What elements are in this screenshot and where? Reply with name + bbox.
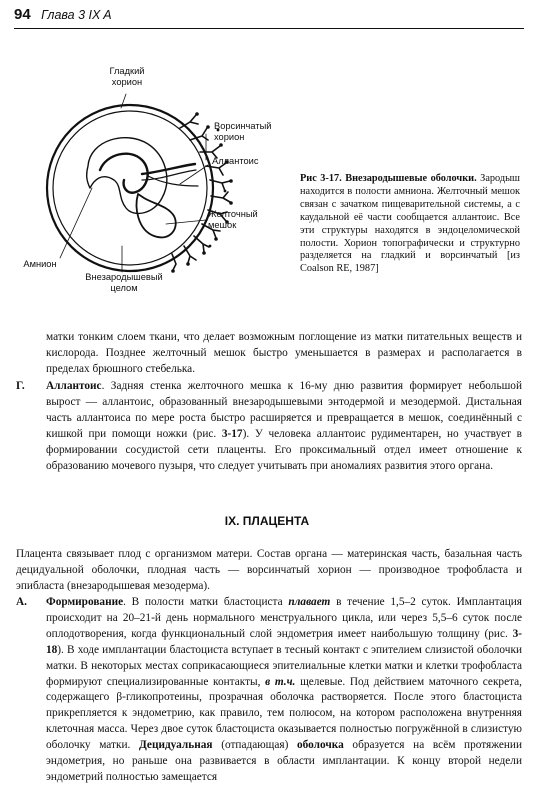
leader-allantois <box>180 165 208 184</box>
list-marker-g: Г. <box>16 380 25 392</box>
paragraph-allantois: Г. Аллантоис. Задняя стенка желточного мешка к 16-му дню развития формирует небольшой вырост — аллантоис, образованный внезародышевыми энтодермой и мезодермой. Дистальная часть аллантоиса по мере роста быстро расширяется и превращается в мешок, соединённый с кишкой при помощи ножки (рис. 3-17). У человека аллантоис рудиментарен, но участвует в формировании сосудистой сети плаценты. Его проксимальный отдел имеет отношение к образованию мочевого пузыря, что следует учитывать при аномалиях развития этого органа. <box>16 380 522 472</box>
term-formation: Формирование <box>46 596 124 608</box>
allantois <box>148 176 198 186</box>
caption-text: Зародыш находится в полости амниона. Желточный мешок связан с зачатком пищеварительной системы, а с каудальной её части сообщается аллантоис. Все эти структуры находятся в эндоцеломической полости. Хорион топографически и структурно разделяется на гладкий и ворсинчатый [из Coalson RE, 1987] <box>300 173 520 275</box>
paragraph-formation: А. Формирование. В полости матки бластоциста плавает в течение 1,5–2 суток. Имплантация происходит на 20–21-й день нормального менструального цикла, или через 5,5–6 суток после оплодотворения, когда функциональный слой эндометрия имеет наибольшую толщину (рис. 3-18). В ходе имплантации бластоциста вступает в тесный контакт с эпителием слизистой оболочки матки. В некоторых местах соприкасающиеся эпителиальные клетки матки и клетки трофобласта формируют специализированные контакты, в т.ч. щелевые. Под действием маточного секрета, содержащего β-гликопротеины, прозрачная оболочка растворяется. После этого бластоциста прикрепляется к эндометрию, как правило, тем полюсом, на котором расположена внутренняя клеточная масса. Через двое суток бластоциста оказывается полностью погружённой в слизистую оболочку матки. Децидуальная (отпадающая) оболочка образуется на всём протяжении эндометрия, но раньше она развивается в области имплантации. К концу второй недели эндометрий полностью замещается <box>16 596 523 783</box>
chorion-inner-outline <box>53 111 207 265</box>
label-villous-chorion: Ворсинчатый хорион <box>214 121 272 142</box>
figure-caption <box>300 173 520 276</box>
label-allantois: Аллантоис <box>212 156 259 166</box>
caption-title: Рис 3-17. Внезародышевые оболочки. <box>300 173 477 184</box>
term-allantois: Аллантоис <box>46 380 102 392</box>
label-extraembryonic-coelom: Внезародышевый целом <box>85 272 163 293</box>
chapter-title: Глава 3 IX A <box>41 8 112 22</box>
figure-extraembryonic-membranes <box>23 48 300 310</box>
page-number: 94 <box>14 6 31 23</box>
paragraph-placenta-intro: Плацента связывает плод с организмом матери. Состав органа — материнская часть, базальная часть децидуальной оболочки, плодная часть — ворсинчатый хорион — производное трофобласта и эпибласта (внезародышевая мезодерма). <box>16 548 522 592</box>
running-header <box>14 6 524 29</box>
fig-ref-3-17: 3-17 <box>221 427 243 440</box>
yolk-sac <box>137 194 176 237</box>
section-title-placenta: IX. ПЛАЦЕНТА <box>224 514 310 528</box>
embryo <box>100 154 148 193</box>
amnion-outline <box>87 138 167 214</box>
label-yolk-sac: Желточный мешок <box>208 209 258 230</box>
label-amnion: Амнион <box>23 259 57 269</box>
paragraph-continuation: матки тонким слоем ткани, что делает возможным поглощение из матки питательных веществ и кислорода. Позднее желточный мешок быстро уменьшается в размерах и располагается в пределах брюшного стебелька. <box>46 331 522 375</box>
label-smooth-chorion: Гладкий хорион <box>109 66 145 87</box>
term-decidual: Децидуальная <box>139 739 213 752</box>
membranes-diagram <box>30 48 300 310</box>
fig-ref-3-18: 3-18 <box>46 627 522 656</box>
term-membrane: оболочка <box>297 739 344 752</box>
leader-yolk-sac <box>166 220 206 224</box>
body-stalk <box>142 164 195 174</box>
chorion-outer-outline <box>47 105 213 271</box>
list-marker-a: А. <box>16 596 27 608</box>
leader-amnion <box>60 188 92 258</box>
